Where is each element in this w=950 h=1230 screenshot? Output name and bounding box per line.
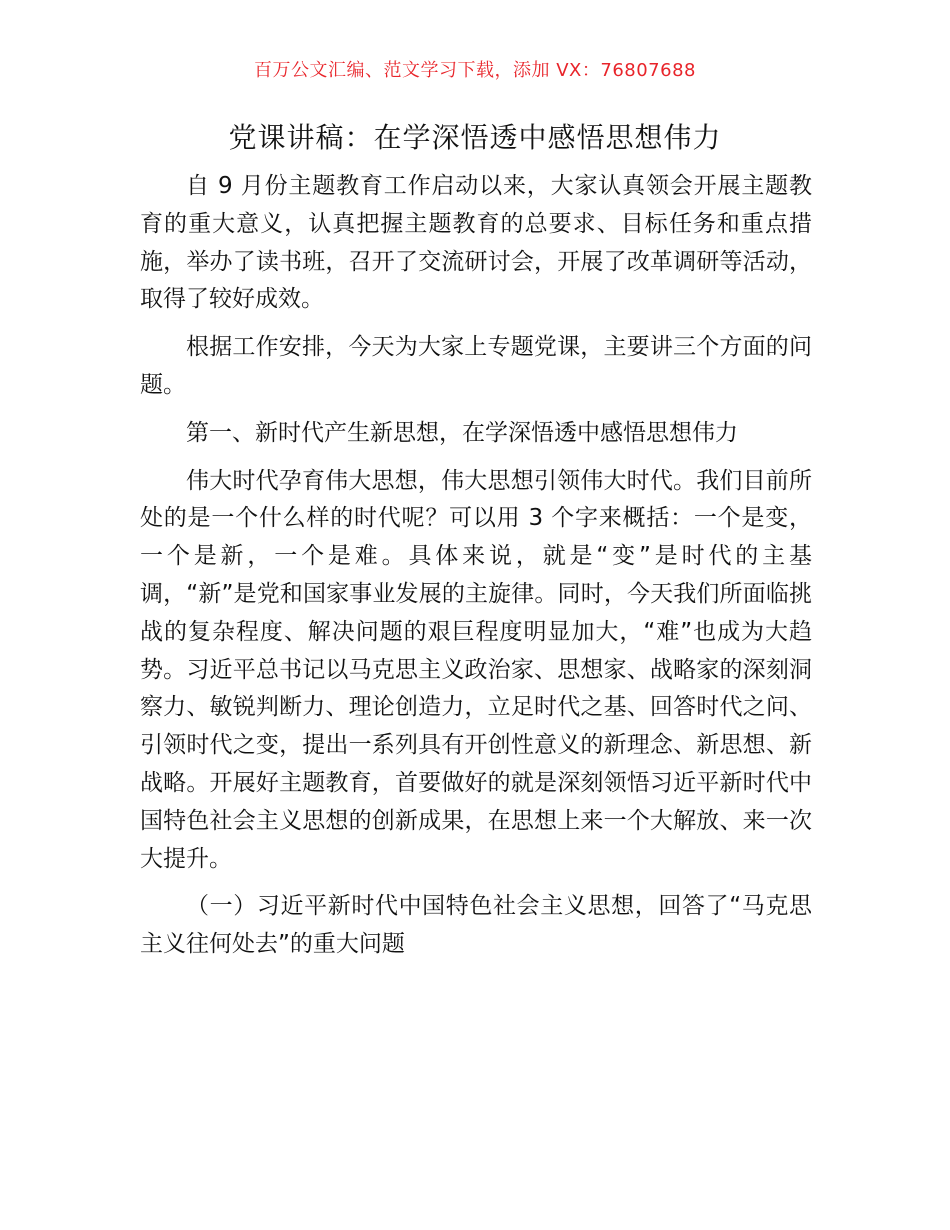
document-body — [140, 168, 812, 974]
paragraph-section-1-body: 伟大时代孕育伟大思想，伟大思想引领伟大时代。我们目前所处的是一个什么样的时代呢？可以用 3 个字来概括：一个是变，一个是新，一个是难。具体来说，就是“变”是时代的主基调，“新”是党和国家事业发展的主旋律。同时，今天我们所面临挑战的复杂程度、解决问题的艰巨程度明显加大，“难”也成为大趋势。习近平总书记以马克思主义政治家、思想家、战略家的深刻洞察力、敏锐判断力、理论创造力，立足时代之基、回答时代之问、引领时代之变，提出一系列具有开创性意义的新理念、新思想、新战略。开展好主题教育，首要做好的就是深刻领悟习近平新时代中国特色社会主义思想的创新成果，在思想上来一个大解放、来一次大提升。 — [140, 467, 812, 872]
paragraph-outline: 根据工作安排，今天为大家上专题党课，主要讲三个方面的问题。 — [140, 334, 812, 398]
section-heading-1: 第一、新时代产生新思想，在学深悟透中感悟思想伟力 — [186, 419, 738, 446]
document-title: 党课讲稿：在学深悟透中感悟思想伟力 — [228, 121, 722, 154]
subsection-heading-1-1: （一）习近平新时代中国特色社会主义思想，回答了“马克思主义往何处去”的重大问题 — [140, 893, 812, 958]
header-watermark-banner: 百万公文汇编、范文学习下载，添加 VX：76807688 — [254, 60, 696, 81]
paragraph-intro: 自 9 月份主题教育工作启动以来，大家认真领会开展主题教育的重大意义，认真把握主题教育的总要求、目标任务和重点措施，举办了读书班，召开了交流研讨会，开展了改革调研等活动，取得了较好成效。 — [140, 173, 812, 313]
